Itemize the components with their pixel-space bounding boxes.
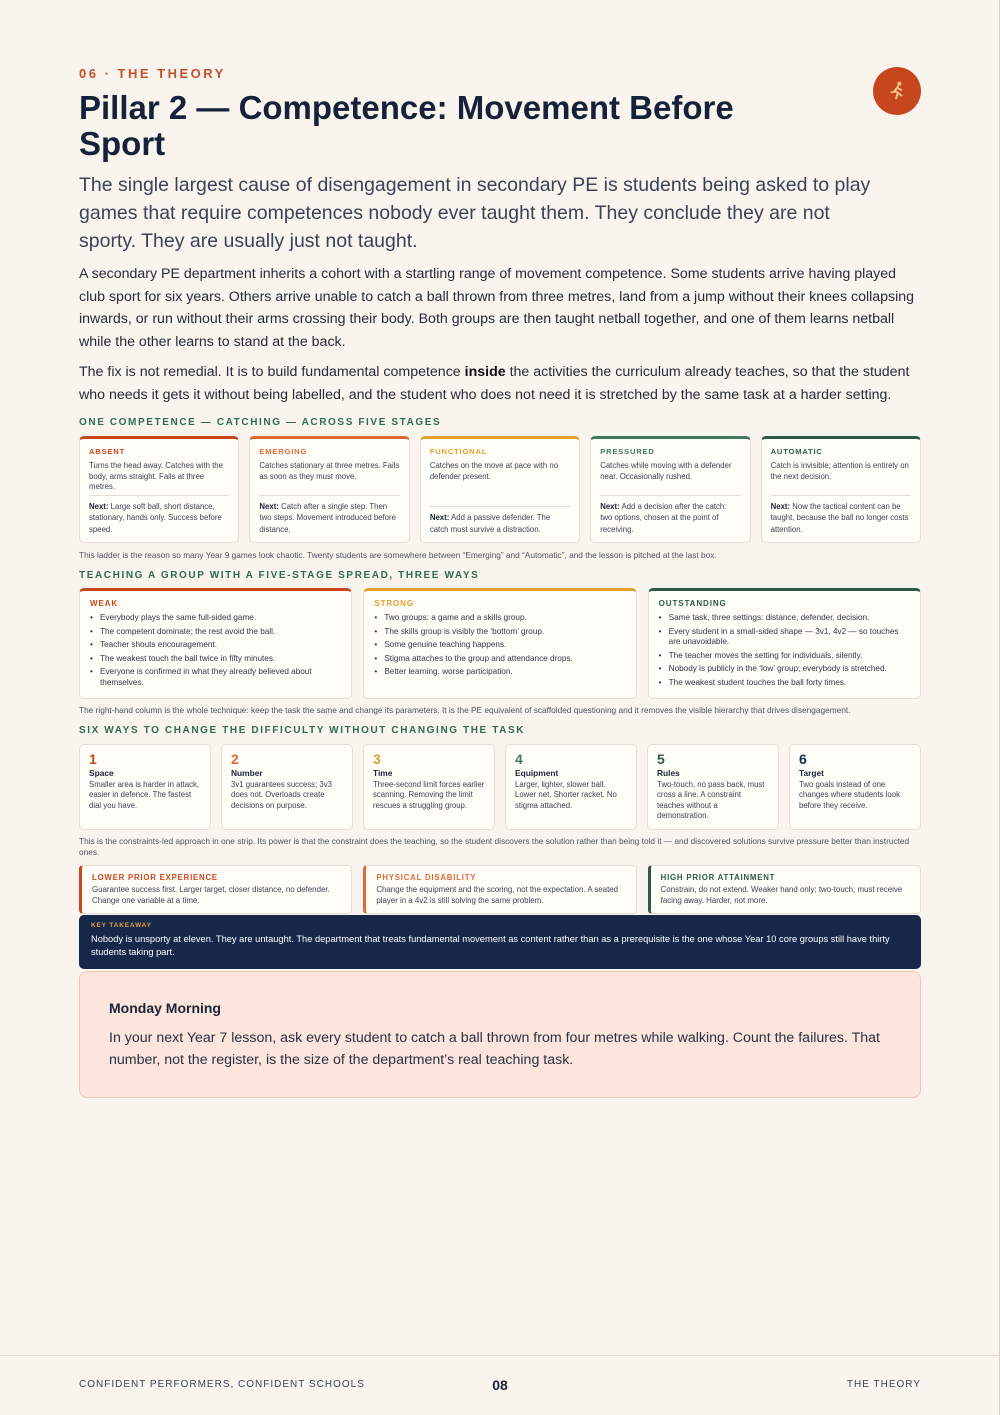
stage-card bbox=[79, 436, 239, 543]
stage-name: PRESSURED bbox=[600, 447, 655, 456]
next-text: Now the tactical content can be taught, because the ball no longer costs attention. bbox=[770, 501, 909, 534]
dial-number: 2 bbox=[231, 751, 239, 767]
stage-description: Catches stationary at three metres. Fails as soon as they must move. bbox=[259, 461, 400, 481]
dial-name: Space bbox=[89, 768, 114, 778]
monday-morning-box bbox=[79, 971, 921, 1098]
list-item: • The teacher moves the setting for individuals, silently. bbox=[659, 651, 910, 662]
list-item: • Nobody is publicly in the ‘low’ group; everybody is stretched. bbox=[659, 664, 910, 675]
dial-card bbox=[647, 744, 779, 830]
monday-title: Monday Morning bbox=[109, 1000, 221, 1016]
takeaway-text: Nobody is unsporty at eleven. They are untaught. The department that treats fundamental movement as content rather than as a prerequisite is the one whose Year 10 core groups still have thirty students taking part. bbox=[91, 934, 890, 957]
main-content bbox=[79, 66, 921, 1098]
approach-column bbox=[363, 588, 636, 699]
list-item: • The skills group is visibly the ‘bottom’ group. bbox=[374, 627, 625, 638]
dial-card bbox=[505, 744, 637, 830]
approach-column bbox=[79, 588, 352, 699]
next-text: Catch after a single step. Then two steps. Movement introduced before distance. bbox=[259, 501, 396, 534]
dial-description: Larger, lighter, slower ball. Lower net. Shorter racket. No stigma attached. bbox=[515, 780, 617, 810]
stage-next-step bbox=[600, 495, 740, 536]
footer-section: THE THEORY bbox=[846, 1379, 921, 1390]
list-item: • Same task, three settings: distance, defender, decision. bbox=[659, 613, 910, 624]
approach-list bbox=[659, 613, 910, 689]
stage-name: FUNCTIONAL bbox=[429, 447, 488, 456]
dial-card bbox=[789, 744, 921, 830]
dial-card bbox=[221, 744, 353, 830]
dial-description: Smaller area is harder in attack, easier in defence. The fastest dial you have. bbox=[89, 780, 200, 810]
stage-name: EMERGING bbox=[259, 447, 308, 456]
approach-list bbox=[374, 613, 625, 678]
key-takeaway bbox=[79, 915, 921, 969]
adaptation-description: Guarantee success first. Larger target, closer distance, no defender. Change one variable at a time. bbox=[92, 885, 330, 905]
stage-name: AUTOMATIC bbox=[770, 447, 823, 456]
dial-description: Three-second limit forces earlier scanning. Removing the limit rescues a struggling group. bbox=[373, 780, 485, 810]
next-label: Next: bbox=[259, 501, 279, 511]
adaptation-name: LOWER PRIOR EXPERIENCE bbox=[92, 873, 218, 882]
stage-description: Catches on the move at pace with no defender present. bbox=[429, 461, 559, 481]
adaptation-card bbox=[79, 865, 352, 914]
stage-card bbox=[590, 436, 750, 543]
page-number: 08 bbox=[492, 1377, 508, 1393]
dial-description: 3v1 guarantees success; 3v3 does not. Overloads create decisions on purpose. bbox=[231, 780, 332, 810]
p2-text-after: the activities the curriculum already teaches, so that the student who needs it gets it without being labelled, and the student who does not need it is stretched by the same task at a harder setting. bbox=[79, 364, 910, 403]
next-text: Large soft ball, short distance, stationary, hands only. Success before speed. bbox=[89, 501, 222, 534]
footer-publication: CONFIDENT PERFORMERS, CONFIDENT SCHOOLS bbox=[79, 1379, 365, 1390]
dial-description: Two goals instead of one changes where students look before they receive. bbox=[799, 780, 900, 810]
list-item: • Teacher shouts encouragement. bbox=[90, 640, 341, 651]
dial-name: Time bbox=[373, 768, 393, 778]
lead-paragraph: The single largest cause of disengagement in secondary PE is students being asked to play games that require competences nobody ever taught them. They conclude they are not sporty. They are usually just not taught. bbox=[79, 174, 871, 252]
p2-emphasis: inside bbox=[464, 364, 506, 380]
stage-description: Catch is invisible; attention is entirely on the next decision. bbox=[770, 461, 909, 481]
dials-caption: This is the constraints-led approach in one strip. Its power is that the constraint does the teaching, so the student discovers the solution rather than being told it — and discovered solutions survive pressure better than instructed ones. bbox=[79, 836, 910, 857]
approach-name: WEAK bbox=[90, 599, 119, 608]
list-item: • Every student in a small-sided shape — 3v1, 4v2 — so touches are unavoidable. bbox=[659, 627, 910, 648]
dial-name: Equipment bbox=[515, 768, 559, 778]
adaptation-description: Change the equipment and the scoring, not the expectation. A seated player in a 4v2 is still solving the same problem. bbox=[376, 885, 619, 905]
dial-card bbox=[79, 744, 211, 830]
approach-name: STRONG bbox=[374, 599, 414, 608]
list-item: • Everyone is confirmed in what they already believed about themselves. bbox=[90, 667, 341, 688]
list-item: • Some genuine teaching happens. bbox=[374, 640, 625, 651]
next-text: Add a decision after the catch: two options, chosen at the point of receiving. bbox=[600, 501, 727, 534]
dial-description: Two-touch, no pass back, must cross a line. A constraint teaches without a demonstration. bbox=[657, 780, 765, 820]
list-item: • Stigma attaches to the group and attendance drops. bbox=[374, 654, 625, 665]
adaptation-name: HIGH PRIOR ATTAINMENT bbox=[660, 873, 776, 882]
list-item: • The weakest touch the ball twice in fifty minutes. bbox=[90, 654, 341, 665]
stage-description: Catches while moving with a defender near. Occasionally rushed. bbox=[600, 461, 732, 481]
next-label: Next: bbox=[89, 501, 109, 511]
adaptation-name: PHYSICAL DISABILITY bbox=[376, 873, 477, 882]
dial-number: 1 bbox=[89, 751, 97, 767]
comparison-columns bbox=[79, 588, 921, 699]
list-item: • Everybody plays the same full-sided game. bbox=[90, 613, 341, 624]
dial-number: 3 bbox=[373, 751, 381, 767]
stage-next-step bbox=[259, 495, 399, 536]
list-item: • Better learning, worse participation. bbox=[374, 667, 625, 678]
stage-name: ABSENT bbox=[89, 447, 126, 456]
dial-name: Rules bbox=[657, 768, 680, 778]
monday-text: In your next Year 7 lesson, ask every student to catch a ball thrown from four metres while walking. Count the failures. That number, not the register, is the size of the department’s real teaching task. bbox=[109, 1030, 880, 1068]
approach-column bbox=[648, 588, 921, 699]
adaptation-cards bbox=[79, 865, 921, 914]
dial-number: 4 bbox=[515, 751, 523, 767]
stage-next-step bbox=[430, 506, 570, 535]
dial-number: 5 bbox=[657, 751, 665, 767]
next-label: Next: bbox=[770, 501, 791, 511]
list-item: • The competent dominate; the rest avoid the ball. bbox=[90, 627, 341, 638]
next-text: Add a passive defender. The catch must survive a distraction. bbox=[429, 513, 551, 534]
list-item: • Two groups: a game and a skills group. bbox=[374, 613, 625, 624]
approach-list bbox=[90, 613, 341, 689]
approach-name: OUTSTANDING bbox=[658, 599, 727, 608]
next-label: Next: bbox=[429, 513, 450, 522]
dials-label: SIX WAYS TO CHANGE THE DIFFICULTY WITHOUT CHANGING THE TASK bbox=[79, 725, 526, 736]
next-label: Next: bbox=[600, 501, 620, 511]
page-footer bbox=[0, 1355, 1000, 1415]
body-paragraph-2 bbox=[79, 361, 921, 406]
compare-caption: The right-hand column is the whole technique: keep the task the same and change its parameters. It is the PE equivalent of scaffolded questioning and it removes the visible hierarchy that drives disengagement. bbox=[79, 705, 851, 715]
dial-number: 6 bbox=[799, 751, 807, 767]
adaptation-card bbox=[648, 865, 921, 914]
adaptation-card bbox=[363, 865, 636, 914]
dial-name: Number bbox=[231, 768, 263, 778]
dial-card bbox=[363, 744, 495, 830]
adaptation-description: Constrain, do not extend. Weaker hand only; two-touch; must receive facing away. Harder, not more. bbox=[660, 885, 903, 905]
list-item: • The weakest student touches the ball forty times. bbox=[659, 678, 910, 689]
stage-card bbox=[249, 436, 409, 543]
ladder-caption: This ladder is the reason so many Year 9 games look chaotic. Twenty students are somewhere between “Emerging” and “Automatic”, and the lesson is pitched at the last box. bbox=[79, 550, 717, 560]
competence-ladder bbox=[79, 436, 921, 543]
takeaway-label: KEY TAKEAWAY bbox=[91, 922, 152, 929]
body-paragraph-1: A secondary PE department inherits a cohort with a startling range of movement competence. Some students arrive having played club sport for six years. Others arrive unable to catch a ball thrown from three metres, land from a jump without their knees collapsing inwards, or run without their arms crossing their body. Both groups are then taught netball together, and one of them learns netball while the other learns to stand at the back. bbox=[79, 266, 915, 350]
compare-label: TEACHING A GROUP WITH A FIVE-STAGE SPREAD, THREE WAYS bbox=[79, 570, 480, 581]
page-title: Pillar 2 — Competence: Movement Before Sport bbox=[79, 89, 734, 162]
stage-next-step bbox=[771, 495, 911, 536]
section-eyebrow: 06 · THE THEORY bbox=[79, 66, 226, 81]
stage-description: Turns the head away. Catches with the body, arms straight. Fails at three metres. bbox=[89, 461, 223, 491]
stage-next-step bbox=[89, 495, 229, 536]
ladder-label: ONE COMPETENCE — CATCHING — ACROSS FIVE STAGES bbox=[79, 417, 442, 428]
p2-text-before: The fix is not remedial. It is to build fundamental competence bbox=[79, 364, 465, 380]
dial-name: Target bbox=[799, 768, 824, 778]
stage-card bbox=[420, 436, 580, 543]
difficulty-dials bbox=[79, 744, 921, 830]
stage-card bbox=[761, 436, 921, 543]
